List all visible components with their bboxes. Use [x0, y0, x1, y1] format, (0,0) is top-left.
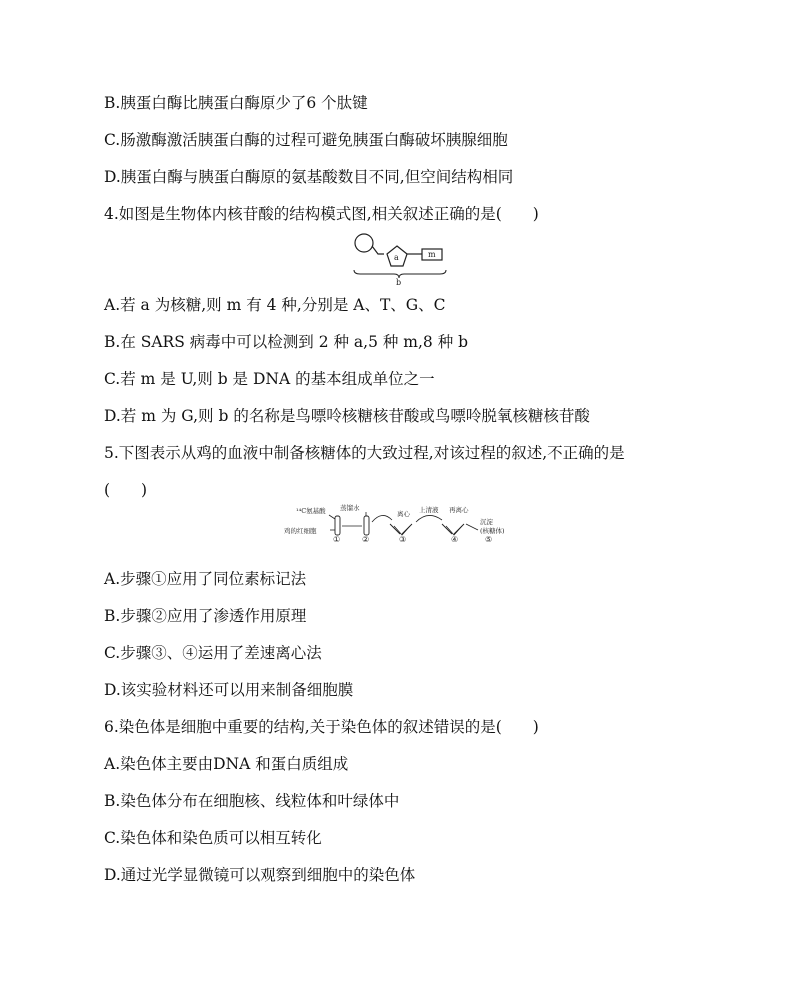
isotope-label: ¹⁴C氨基酸 — [296, 507, 326, 515]
centrifuge-tubes-3 — [390, 524, 412, 534]
arrow-2-3 — [372, 515, 392, 522]
q5-option-d: D.该实验材料还可以用来制备细胞膜 — [104, 681, 354, 699]
q6-stem: 6.染色体是细胞中重要的结构,关于染色体的叙述错误的是( ) — [104, 718, 539, 736]
q5-stem-cont: ( ) — [104, 481, 148, 499]
phosphate-circle — [355, 234, 373, 252]
phosphate-bond — [372, 246, 384, 254]
q4-option-a: A.若 a 为核糖,则 m 有 4 种,分别是 A、T、G、C — [104, 296, 446, 314]
tube-1 — [335, 516, 340, 535]
q5-option-c: C.步骤③、④运用了差速离心法 — [104, 644, 322, 662]
arrow-4-5 — [466, 524, 478, 530]
step-3: ③ — [399, 535, 407, 542]
step-1: ① — [333, 535, 341, 542]
q6-option-c: C.染色体和染色质可以相互转化 — [104, 829, 322, 847]
q3-option-c: C.肠激酶激活胰蛋白酶的过程可避免胰蛋白酶破坏胰腺细胞 — [104, 131, 508, 149]
recentrifuge-label: 再离心 — [449, 506, 469, 514]
q4-option-d: D.若 m 为 G,则 b 的名称是鸟嘌呤核糖核苷酸或鸟嘌呤脱氧核糖核苷酸 — [104, 407, 590, 425]
centrifuge-tubes-4 — [442, 524, 464, 534]
cells-label: 鸡的红细胞 — [284, 527, 317, 535]
q4-option-c: C.若 m 是 U,则 b 是 DNA 的基本组成单位之一 — [104, 370, 435, 388]
step-5: ⑤ — [485, 535, 493, 542]
q5-option-b: B.步骤②应用了渗透作用原理 — [104, 607, 307, 625]
q4-option-b: B.在 SARS 病毒中可以检测到 2 种 a,5 种 m,8 种 b — [104, 333, 469, 351]
nucleotide-label: b — [396, 278, 402, 286]
step-4: ④ — [451, 535, 459, 542]
arrow-isotope — [329, 515, 335, 519]
supernatant-label: 上清液 — [419, 506, 439, 514]
sugar-label: a — [394, 253, 399, 262]
nucleotide-diagram — [350, 232, 460, 286]
q4-stem: 4.如图是生物体内核苷酸的结构模式图,相关叙述正确的是( ) — [104, 205, 539, 223]
ribosome-prep-diagram — [282, 502, 522, 542]
arrow-3-4 — [416, 515, 442, 522]
brace — [354, 270, 446, 278]
q6-option-d: D.通过光学显微镜可以观察到细胞中的染色体 — [104, 866, 416, 884]
centrifuge-label: 离心 — [397, 510, 410, 518]
step-2: ② — [362, 535, 370, 542]
q6-option-b: B.染色体分布在细胞核、线粒体和叶绿体中 — [104, 792, 400, 810]
sediment-label: 沉淀 — [480, 518, 493, 526]
q5-option-a: A.步骤①应用了同位素标记法 — [104, 570, 307, 588]
q3-option-d: D.胰蛋白酶与胰蛋白酶原的氨基酸数目不同,但空间结构相同 — [104, 168, 514, 186]
q5-stem: 5.下图表示从鸡的血液中制备核糖体的大致过程,对该过程的叙述,不正确的是 — [104, 444, 625, 462]
tube-2 — [364, 516, 369, 535]
ribosome-label: (核糖体) — [480, 527, 505, 535]
q6-option-a: A.染色体主要由DNA 和蛋白质组成 — [104, 755, 349, 773]
base-label: m — [428, 250, 436, 259]
water-label: 蒸馏水 — [340, 504, 360, 512]
q3-option-b: B.胰蛋白酶比胰蛋白酶原少了6 个肽键 — [104, 94, 368, 112]
